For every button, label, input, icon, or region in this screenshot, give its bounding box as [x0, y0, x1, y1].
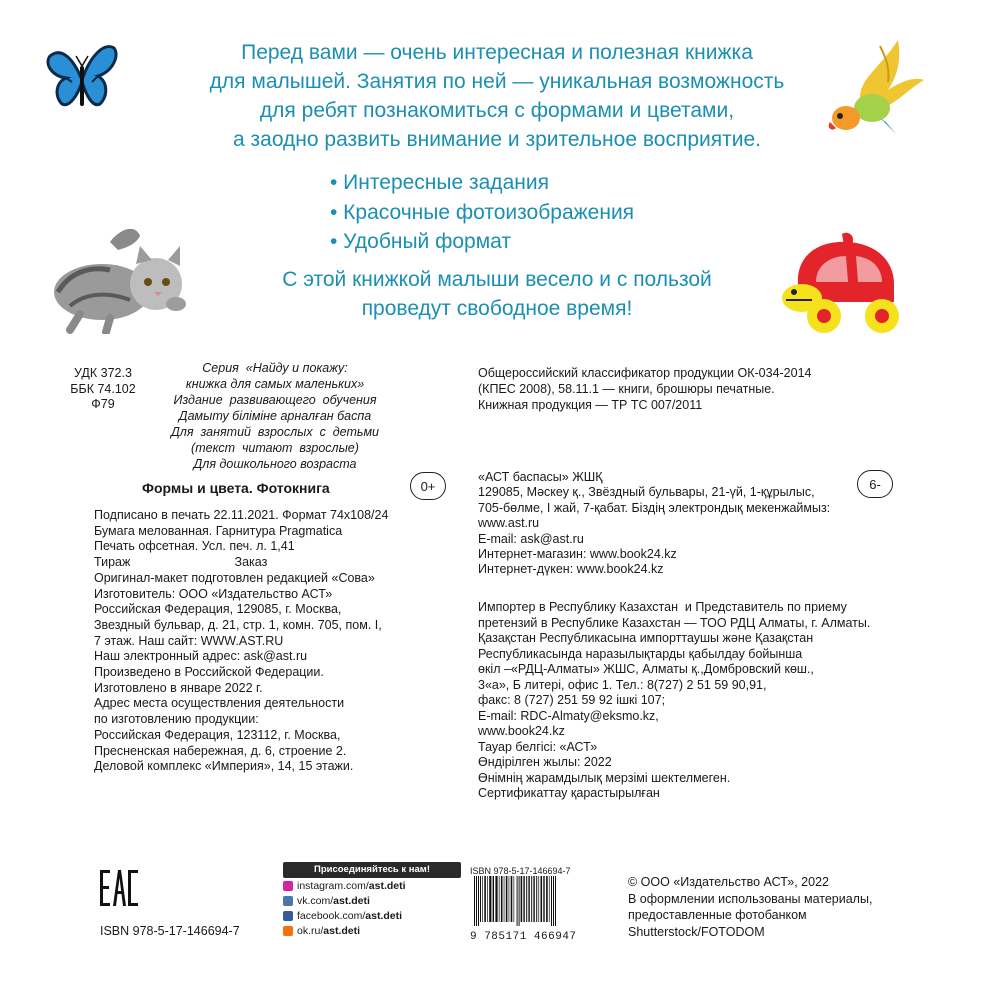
publisher-line: E-mail: ask@ast.ru — [478, 531, 584, 546]
imprint-line: Наш электронный адрес: ask@ast.ru — [94, 649, 308, 664]
social-handle: ast.deti — [323, 924, 361, 937]
barcode-bar — [478, 876, 479, 926]
series-line: (текст читают взрослые) — [191, 441, 359, 455]
feature-item: • Красочные фотоизображения — [330, 200, 635, 224]
imprint-info — [94, 508, 454, 775]
imprint-line: Российская Федерация, 129085, г. Москва, — [94, 602, 342, 617]
product-classifier — [478, 365, 878, 413]
imprint-line: 7 этаж. Наш сайт: WWW.AST.RU — [94, 633, 284, 648]
facebook-icon — [283, 911, 293, 921]
barcode-bar — [484, 876, 486, 922]
feature-list — [330, 168, 634, 257]
social-prefix: instagram.com/ — [297, 879, 369, 892]
social-prefix: facebook.com/ — [297, 909, 366, 922]
barcode-bar — [546, 876, 548, 922]
bbk-code: ББК 74.102 — [70, 381, 136, 396]
social-heading: Присоединяйтесь к нам! — [283, 862, 461, 878]
series-line: Для дошкольного возраста — [193, 457, 357, 471]
barcode-bar — [528, 876, 529, 922]
barcode-bar — [482, 876, 483, 922]
intro-line: а заодно развить внимание и зрительное восприятие. — [233, 128, 761, 151]
publisher-line: www.ast.ru — [478, 516, 540, 531]
barcode-bar — [511, 876, 513, 922]
imprint-line: Изготовитель: ООО «Издательство АСТ» — [94, 586, 333, 601]
social-handle: ast.deti — [365, 909, 403, 922]
classifier-line: (КПЕС 2008), 58.11.1 — книги, брошюры печатные. — [478, 382, 775, 396]
importer-line: www.book24.kz — [478, 724, 565, 738]
publisher-line: 129085, Мәскеу қ., Звёздный бульвары, 21-үй, 1-құрылыс, — [478, 485, 815, 500]
barcode-bar — [551, 876, 552, 926]
importer-info — [478, 600, 898, 802]
imprint-line: Оригинал-макет подготовлен редакцией «Сова» — [94, 570, 375, 585]
barcode-bar — [514, 876, 515, 922]
imprint-line: Деловой комплекс «Империя», 14, 15 этажи. — [94, 759, 354, 774]
barcode-bar — [555, 876, 556, 926]
imprint-line: Тираж Заказ — [94, 555, 268, 570]
barcode-bar — [541, 876, 543, 922]
importer-line: факс: 8 (727) 251 59 92 ішкі 107; — [478, 693, 666, 707]
instagram-icon — [283, 881, 293, 891]
barcode-bar — [506, 876, 508, 922]
feature-item: • Интересные задания — [330, 171, 549, 194]
ok-icon — [283, 926, 293, 936]
toy-car-image — [782, 232, 912, 336]
series-info — [150, 360, 400, 472]
importer-line: өкіл –«РДЦ-Алматы» ЖШС, Алматы қ.,Домбровский көш., — [478, 662, 814, 676]
intro-line: для ребят познакомиться с формами и цветами, — [259, 99, 735, 122]
social-prefix: ok.ru/ — [297, 924, 324, 937]
importer-line: 3«а», Б литері, офис 1. Тел.: 8(727) 2 51 59 90,91, — [478, 677, 767, 692]
importer-line: Импортер в Республику Казахстан и Представитель по приему — [478, 600, 847, 614]
social-handle: ast.deti — [368, 879, 406, 892]
social-links — [283, 862, 461, 938]
publisher-line: «АСТ баспасы» ЖШҚ — [478, 470, 603, 484]
closing-line: проведут свободное время! — [361, 297, 633, 320]
importer-line: Қазақстан Республикасына импорттаушы және Қазақстан — [478, 631, 814, 645]
vk-icon — [283, 896, 293, 906]
barcode-bar — [487, 876, 488, 922]
barcode-bar — [536, 876, 537, 922]
kitten-image — [40, 222, 190, 334]
closing-line: С этой книжкой малыши весело и с пользой — [282, 268, 712, 291]
imprint-line: Адрес места осуществления деятельности — [94, 696, 345, 711]
series-line: Издание развивающего обучения — [173, 393, 377, 407]
importer-line: претензий в Республике Казахстан — ТОО РДЦ Алматы, г. Алматы. — [478, 615, 871, 630]
imprint-line: Российская Федерация, 123112, г. Москва, — [94, 727, 341, 742]
isbn-number: ISBN 978-5-17-146694-7 — [100, 924, 240, 938]
eac-mark-icon — [100, 866, 138, 910]
importer-line: Тауар белгісі: «АСТ» — [478, 739, 598, 754]
barcode-bar — [504, 876, 505, 922]
social-link-instagram[interactable] — [283, 879, 461, 894]
barcode-bar — [474, 876, 475, 926]
barcode-bar — [499, 876, 500, 922]
book-title: Формы и цвета. Фотокнига — [142, 480, 330, 496]
publisher-line: Интернет-магазин: www.book24.kz — [478, 547, 677, 562]
imprint-line: Изготовлено в январе 2022 г. — [94, 680, 263, 695]
social-link-facebook[interactable] — [283, 909, 461, 924]
barcode-bar — [476, 876, 477, 926]
author-mark: Ф79 — [91, 397, 115, 412]
social-handle: ast.deti — [333, 894, 370, 907]
classifier-line: Книжная продукция — ТР ТС 007/2011 — [478, 398, 703, 412]
barcode-isbn: ISBN 978-5-17-146694-7 — [470, 866, 571, 876]
importer-line: Сертификаттау қарастырылған — [478, 786, 660, 800]
publisher-info-kz — [478, 470, 868, 578]
barcode-bar — [509, 876, 510, 922]
udk-code: УДК 372.3 — [74, 366, 132, 380]
barcode-bar — [489, 876, 491, 922]
barcode-bar — [543, 876, 544, 922]
classifier-line: Общероссийский классификатор продукции ОК-034-2014 — [478, 366, 812, 380]
imprint-line: Звездный бульвар, д. 21, стр. 1, комн. 705, пом. I, — [94, 617, 382, 632]
series-line: Серия «Найду и покажу: — [202, 361, 348, 375]
barcode-bar — [526, 876, 527, 922]
barcode-digits: 9 785171 466947 — [470, 931, 577, 943]
parrot-image — [820, 38, 930, 138]
barcode-bar — [521, 876, 523, 922]
series-line: книжка для самых маленьких» — [185, 377, 365, 391]
imprint-line: Бумага мелованная. Гарнитура Pragmatica — [94, 523, 343, 538]
butterfly-image — [44, 42, 120, 118]
barcode-bar — [533, 876, 534, 922]
imprint-line: Пресненская набережная, д. 6, строение 2. — [94, 743, 347, 758]
social-prefix: vk.com/ — [297, 894, 334, 907]
social-link-ok[interactable] — [283, 924, 461, 939]
copyright-line: предоставленные фотобанком — [628, 908, 807, 922]
copyright-line: В оформлении использованы материалы, — [628, 891, 873, 906]
copyright-line: Shutterstock/FOTODOM — [628, 924, 765, 939]
barcode-bar — [531, 876, 532, 922]
imprint-line: Печать офсетная. Усл. печ. л. 1,41 — [94, 539, 295, 554]
barcode-bar — [519, 876, 520, 926]
feature-item: • Удобный формат — [330, 230, 512, 253]
barcode-bar — [493, 876, 494, 922]
imprint-line: Подписано в печать 22.11.2021. Формат 74х108/24 — [94, 508, 389, 522]
copyright-line: © ООО «Издательство АСТ», 2022 — [628, 875, 829, 889]
barcode-bar — [538, 876, 539, 922]
classification-codes — [63, 366, 143, 413]
imprint-line: Произведено в Российской Федерации. — [94, 665, 324, 680]
copyright-info — [628, 874, 928, 940]
barcode-bar — [553, 876, 554, 926]
barcode — [470, 866, 600, 943]
social-link-vk[interactable] — [283, 894, 461, 909]
imprint-line: по изготовлению продукции: — [94, 712, 259, 727]
importer-line: E-mail: RDC-Almaty@eksmo.kz, — [478, 708, 659, 723]
publisher-line: 705-бөлме, I жай, 7-қабат. Біздің электрондық мекенжаймыз: — [478, 500, 831, 515]
age-rating-badge: 0+ — [410, 472, 446, 500]
barcode-bar — [523, 876, 524, 922]
intro-line: Перед вами — очень интересная и полезная книжка — [241, 41, 753, 64]
importer-line: Республикасында наразылықтарды қабылдау бойынша — [478, 646, 803, 661]
series-line: Дамыту біліміне арналған баспа — [178, 409, 372, 423]
barcode-bars — [470, 876, 600, 926]
importer-line: Өндірілген жылы: 2022 — [478, 755, 612, 769]
age-rating-badge-kz: 6- — [857, 470, 893, 498]
intro-line: для малышей. Занятия по ней — уникальная возможность — [209, 70, 785, 93]
barcode-bar — [517, 876, 518, 926]
barcode-bar — [480, 876, 481, 922]
barcode-bar — [549, 876, 550, 922]
publisher-line: Интернет-дүкен: www.book24.kz — [478, 562, 664, 577]
barcode-bar — [495, 876, 497, 922]
series-line: Для занятий взрослых с детьми — [171, 425, 379, 439]
barcode-bar — [501, 876, 503, 922]
importer-line: Өнімнің жарамдылық мерзімі шектелмеген. — [478, 770, 731, 785]
